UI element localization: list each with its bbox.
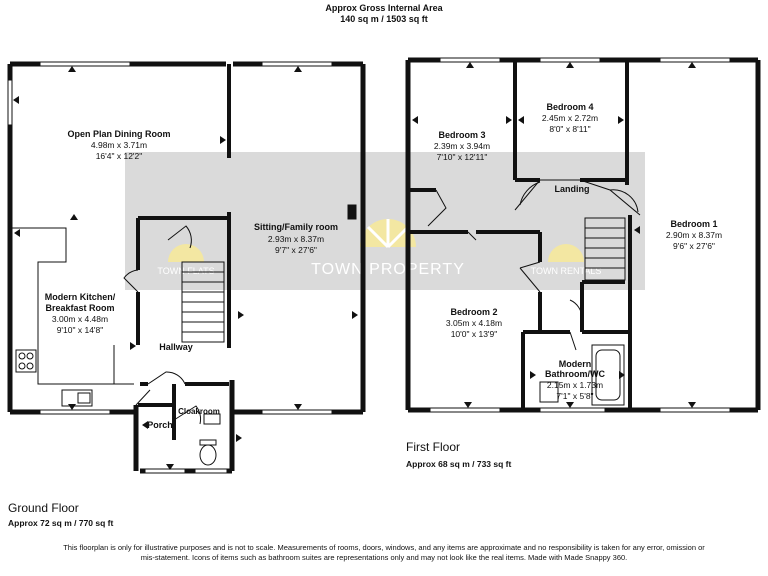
bedroom1-imperial: 9'6" x 27'6" [673,241,715,251]
sitting-room-imperial: 9'7" x 27'6" [275,245,317,255]
bedroom4-metric: 2.45m x 2.72m [541,113,599,123]
bedroom2-name: Bedroom 2 [450,307,498,317]
bedroom3-imperial: 7'10" x 12'11" [436,152,488,162]
bedroom2-imperial: 10'0" x 13'9" [450,329,498,339]
watermark [125,152,645,290]
header-title: Approx Gross Internal Area [325,3,443,13]
ground-floor-area: Approx 72 sq m / 770 sq ft [8,518,114,528]
bathroom-imperial: 7'1" x 5'8" [556,391,594,401]
bathroom-metric: 2.15m x 1.73m [546,380,604,390]
hallway-name: Hallway [159,342,193,352]
bathroom-name-line2: Bathroom/WC [545,369,605,379]
dining-room-name: Open Plan Dining Room [67,129,171,139]
cloakroom-name: Cloakroom [178,407,220,416]
watermark-main-text: TOWN PROPERTY [311,261,465,278]
first-floor-label: First Floor [406,440,460,454]
sitting-room-name: Sitting/Family room [253,222,339,232]
bedroom1-metric: 2.90m x 8.37m [665,230,723,240]
kitchen-imperial: 9'10" x 14'8" [56,325,104,335]
bedroom4-name: Bedroom 4 [546,102,594,112]
disclaimer-text: This floorplan is only for illustrative purposes and is not to scale. Measurements of rooms, doors, windows, and any items are approximate and no responsibility is taken for any error, omission or mis-statement. Icons of items such as bathroom suites are representations only and may not look like the real items. Made with Made Snappy 360. [63,543,705,562]
watermark-right-text: TOWN RENTALS [530,266,602,276]
watermark-left-text: TOWN FLATS [157,266,215,276]
bedroom4-imperial: 8'0" x 8'11" [549,124,591,134]
bedroom1-name: Bedroom 1 [670,219,718,229]
header-subtitle: 140 sq m / 1503 sq ft [340,14,428,24]
dining-room-metric: 4.98m x 3.71m [90,140,148,150]
bedroom3-name: Bedroom 3 [438,130,486,140]
kitchen-name-line2: Breakfast Room [45,303,115,313]
bathroom-name-line1: Modern [558,359,592,369]
bedroom3-metric: 2.39m x 3.94m [433,141,491,151]
dining-room-imperial: 16'4" x 12'2" [95,151,143,161]
porch-name: Porch [147,420,173,430]
sitting-room-metric: 2.93m x 8.37m [267,234,325,244]
floor-captions [8,440,512,528]
kitchen-metric: 3.00m x 4.48m [51,314,109,324]
kitchen-name-line1: Modern Kitchen/ [44,292,116,302]
bedroom2-metric: 3.05m x 4.18m [445,318,503,328]
ground-floor-label: Ground Floor [8,501,79,515]
first-floor-area: Approx 68 sq m / 733 sq ft [406,459,512,469]
landing-name: Landing [554,184,590,194]
cloakroom-toilet-icon [200,414,220,465]
